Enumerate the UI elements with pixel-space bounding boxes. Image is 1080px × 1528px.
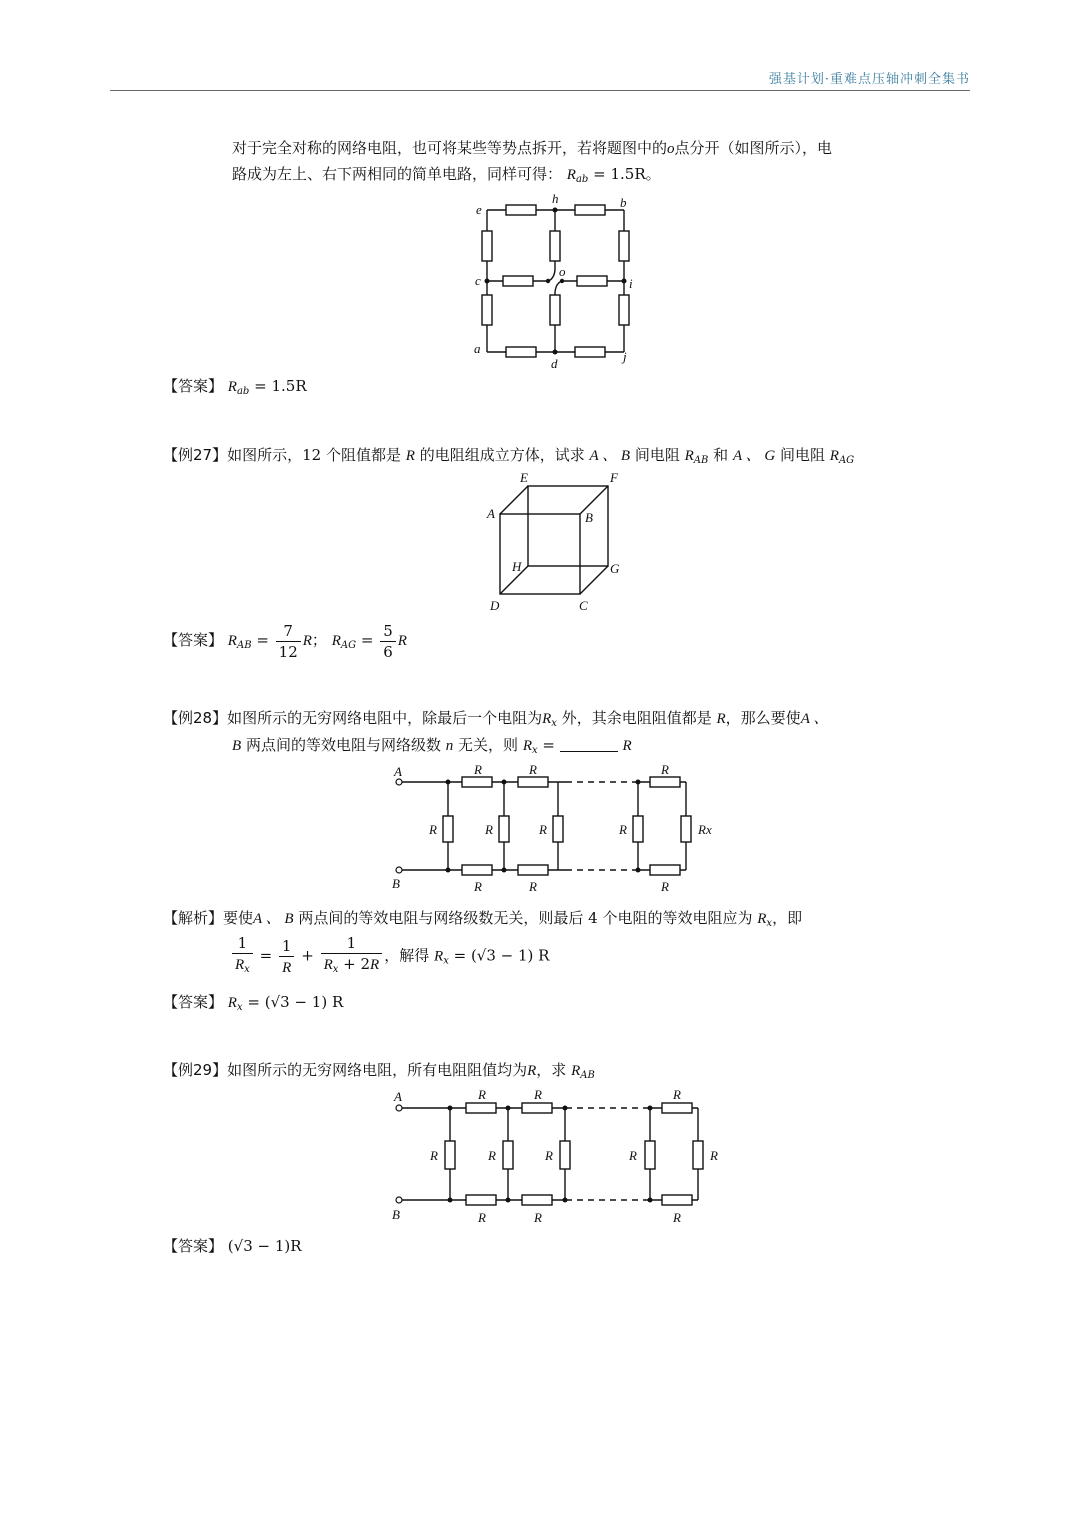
- resistor-label: R: [430, 1148, 438, 1163]
- intro-text: 路成为左上、右下两相同的简单电路，同样可得：: [232, 165, 563, 183]
- header-title: 强基计划·重难点压轴冲刺全集书: [768, 72, 970, 87]
- resistor-label: R: [488, 1148, 496, 1163]
- frac-num: 1: [321, 933, 383, 954]
- resistor-label: R: [429, 822, 437, 837]
- answer-value: = 1.5R: [254, 377, 307, 395]
- q-var: R: [405, 448, 415, 464]
- node-label-c: c: [475, 273, 481, 288]
- q-var: B: [232, 738, 242, 754]
- q-text: 和: [713, 446, 729, 464]
- intro-answer: 【答案】 $R_{ab} = 1.5R$: [163, 377, 307, 397]
- resistor-label: R: [478, 1087, 486, 1102]
- resistor-label: R: [529, 762, 537, 777]
- terminal-B: B: [392, 876, 400, 891]
- example-29-answer: [163, 1234, 302, 1258]
- intro-text: 对于完全对称的网络电阻，也可将某些等势点拆开，若将题图中的: [232, 139, 668, 157]
- cube-label-C: C: [579, 598, 588, 613]
- resistor-label: R: [478, 1210, 486, 1225]
- example-28-equation: $\frac{1}{R_x}$ = $\frac{1}{R}$ + $\frac{1}{R_x + 2R}$ ，解得 $R_x = (√3 - 1)$ R: [230, 933, 549, 982]
- resistor-label: R: [534, 1087, 542, 1102]
- answer-blank[interactable]: [560, 737, 618, 752]
- terminal-B: B: [392, 1207, 400, 1222]
- ladder-circuit-28: [388, 764, 728, 894]
- frac-num: 1: [232, 933, 253, 954]
- example-28-answer: 【答案】 $R_x = (√3 - 1)$ R: [163, 993, 344, 1013]
- cube-figure: [484, 470, 634, 620]
- terminal-A: A: [394, 1089, 402, 1104]
- q-var: A 、 B: [589, 448, 631, 464]
- q-text: 间电阻: [779, 446, 825, 464]
- a-text: 要使: [223, 909, 254, 927]
- cube-label-H: H: [512, 559, 522, 574]
- q-var: A 、: [800, 711, 829, 727]
- example-28-question-line-2: B 两点间的等效电阻与网络级数 n 无关，则 $R_x = R$: [232, 736, 632, 756]
- q-var: n: [445, 738, 454, 754]
- node-label-b: b: [620, 195, 627, 210]
- answer-value: (√3 − 1)R: [227, 1237, 302, 1255]
- cube-label-G: G: [610, 561, 620, 576]
- e-text: ，解得: [384, 946, 430, 965]
- q-var: R: [716, 711, 726, 727]
- e-result: = (√3 − 1) R: [453, 946, 550, 965]
- resistor-label: R: [474, 879, 482, 894]
- cube-label-F: F: [610, 470, 618, 485]
- q-text: 如图所示的无穷网络电阻，所有电阻阻值均为: [227, 1061, 528, 1079]
- node-label-d: d: [551, 356, 558, 371]
- resistor-label: R: [534, 1210, 542, 1225]
- intro-text: 。: [645, 165, 661, 183]
- q-text: 如图所示的无穷网络电阻中，除最后一个电阻为: [227, 709, 543, 727]
- intro-formula: = 1.5R: [593, 165, 646, 183]
- frac-num: 5: [380, 621, 396, 642]
- r-var: R: [397, 633, 407, 649]
- intro-o: o: [667, 141, 675, 157]
- grid-circuit-figure: [470, 191, 640, 371]
- node-label-a: a: [474, 341, 481, 356]
- q-var: R: [527, 1063, 537, 1079]
- resistor-label: R: [529, 879, 537, 894]
- fraction-7-12: [276, 621, 301, 662]
- node-label-h: h: [552, 191, 559, 206]
- example-28-analysis: 【解析】要使A 、 B 两点间的等效电阻与网络级数无关，则最后 4 个电阻的等效电阻应为 $R_x$，即: [163, 909, 803, 929]
- answer-label: 【答案】: [163, 993, 224, 1011]
- q-text: 间电阻: [634, 446, 680, 464]
- node-label-i: i: [629, 276, 633, 291]
- example-label: 【例28】: [163, 709, 228, 727]
- intro-line-1: [232, 136, 832, 161]
- cube-label-B: B: [585, 510, 593, 525]
- a-text: 两点间的等效电阻与网络级数无关，则最后 4 个电阻的等效电阻应为: [298, 909, 753, 927]
- node-label-o: o: [559, 264, 566, 279]
- q-var: A 、 G: [732, 448, 776, 464]
- frac-den: $R_x + 2R$: [323, 955, 380, 975]
- resistor-label: R: [661, 762, 669, 777]
- resistor-label: R: [485, 822, 493, 837]
- example-label: 【例29】: [163, 1061, 228, 1079]
- fraction-1-rx2r: [321, 933, 383, 980]
- resistor-label: R: [661, 879, 669, 894]
- cube-label-D: D: [490, 598, 500, 613]
- intro-line-2: 路成为左上、右下两相同的简单电路，同样可得： $R_{ab} = 1.5R$。: [232, 165, 661, 185]
- resistor-label: R: [673, 1210, 681, 1225]
- answer-label: 【答案】: [163, 377, 224, 395]
- answer-value: = (√3 − 1) R: [247, 993, 344, 1011]
- frac-num: 1: [279, 936, 295, 957]
- resistor-label: R: [545, 1148, 553, 1163]
- a-var: A 、 B: [253, 911, 294, 927]
- q-text: 的电阻组成立方体，试求: [419, 446, 585, 464]
- q-text: 两点间的等效电阻与网络级数: [245, 736, 441, 754]
- resistor-label: R: [710, 1148, 718, 1163]
- example-label: 【例27】: [163, 446, 228, 464]
- fraction-1-r: [279, 936, 295, 978]
- q-text: 外，其余电阻阻值都是: [561, 709, 712, 727]
- resistor-label: R: [619, 822, 627, 837]
- frac-den: 6: [383, 642, 393, 661]
- q-text: ，那么要使: [725, 709, 801, 727]
- example-27-answer: 【答案】 $R_{AB}$ = $\frac{7}{12}$ R； $R_{AG}$ = $\frac{5}{6}$ R: [163, 621, 407, 661]
- node-label-j: j: [623, 349, 627, 364]
- fraction-1-rx: [232, 933, 253, 980]
- fraction-5-6: [380, 621, 396, 662]
- answer-label: 【答案】: [163, 1237, 224, 1255]
- terminal-A: A: [394, 764, 402, 779]
- ladder-circuit-29: [388, 1088, 728, 1228]
- q-text: ，求: [536, 1061, 567, 1079]
- answer-label: 【答案】: [163, 631, 224, 649]
- q-text: 无关，则: [458, 736, 519, 754]
- frac-den: 12: [278, 642, 298, 661]
- q-var: R: [622, 738, 632, 754]
- example-27-question: 【例27】如图所示，12 个阻值都是 R 的电阻组成立方体，试求 A 、 B 间电阻 $R_{AB}$ 和 A 、 G 间电阻 $R_{AG}$: [163, 446, 855, 466]
- resistor-label: R: [474, 762, 482, 777]
- separator: ；: [311, 631, 327, 649]
- resistor-label: R: [629, 1148, 637, 1163]
- page-header: [110, 68, 970, 91]
- node-label-e: e: [476, 202, 482, 217]
- r-var: R: [302, 633, 312, 649]
- a-text: ，即: [772, 909, 803, 927]
- cube-label-E: E: [520, 470, 528, 485]
- q-text: 如图所示，12 个阻值都是: [227, 446, 401, 464]
- frac-num: 7: [276, 621, 301, 642]
- frac-den: R: [282, 959, 292, 976]
- resistor-label: R: [673, 1087, 681, 1102]
- cube-label-A: A: [487, 506, 495, 521]
- example-28-question-line-1: 【例28】如图所示的无穷网络电阻中，除最后一个电阻为$R_x$ 外，其余电阻阻值都是 R，那么要使A 、: [163, 709, 829, 729]
- resistor-label-rx: Rx: [698, 822, 712, 837]
- example-29-question: 【例29】如图所示的无穷网络电阻，所有电阻阻值均为R，求 $R_{AB}$: [163, 1061, 595, 1081]
- intro-text: 点分开（如图所示），电: [674, 139, 833, 157]
- analysis-label: 【解析】: [163, 909, 224, 927]
- resistor-label: R: [539, 822, 547, 837]
- frac-den: $R_x$: [235, 957, 250, 975]
